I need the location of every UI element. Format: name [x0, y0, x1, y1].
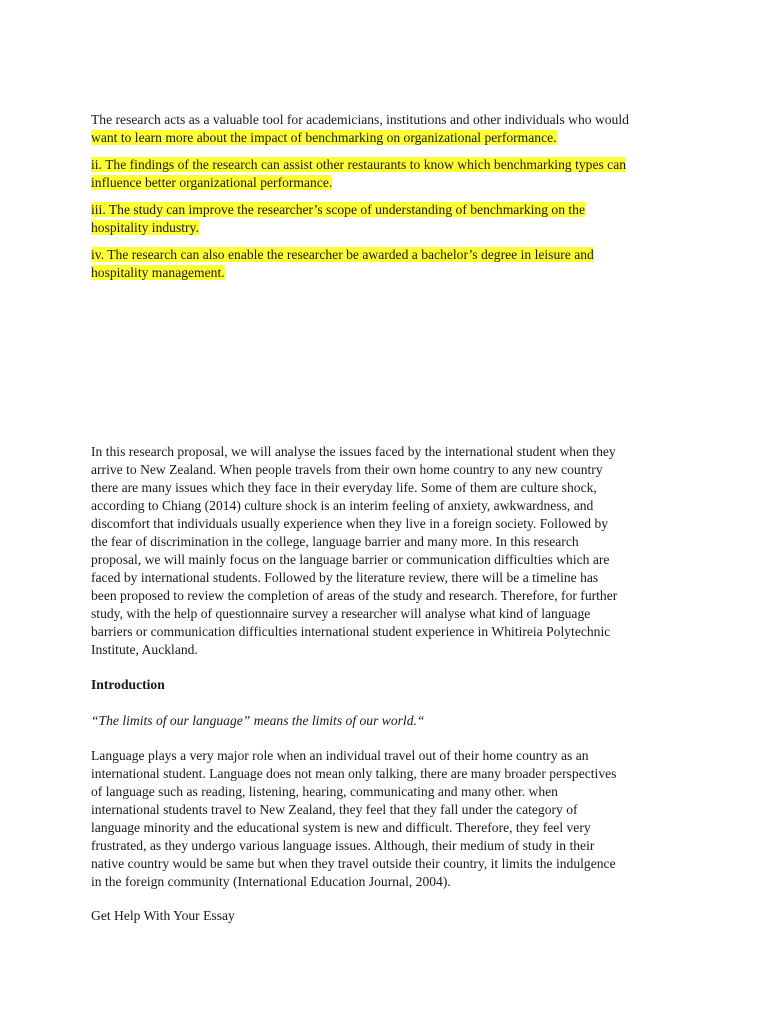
abstract-line: according to Chiang (2014) culture shock is an interim feeling of anxiety, awkwardness, and: [91, 498, 594, 513]
benefits-intro-text: The research acts as a valuable tool for academicians, institutions and other individuals who would: [91, 112, 629, 127]
abstract-paragraph: [91, 443, 681, 659]
abstract-line: been proposed to review the completion of areas of the study and research. Therefore, for further: [91, 588, 618, 603]
abstract-line: proposal, we will mainly focus on the language barrier or communication difficulties which are: [91, 552, 610, 567]
introduction-line: language minority and the educational system is new and difficult. Therefore, they feel very: [91, 820, 591, 835]
benefits-intro-paragraph: [91, 111, 681, 147]
benefit-item-iv-line1: iv. The research can also enable the researcher be awarded a bachelor’s degree in leisure and: [91, 247, 594, 262]
benefit-item-ii-line1: ii. The findings of the research can assist other restaurants to know which benchmarking types can: [91, 157, 627, 172]
introduction-line: frustrated, as they undergo various language issues. Although, their medium of study in their: [91, 838, 595, 853]
benefit-item-iii-line2: hospitality industry.: [91, 220, 199, 235]
introduction-line: native country would be same but when they travel outside their country, it limits the indulgence: [91, 856, 616, 871]
benefit-item-iii-line1: iii. The study can improve the researcher’s scope of understanding of benchmarking on the: [91, 202, 586, 217]
introduction-line: Language plays a very major role when an individual travel out of their home country as an: [91, 748, 589, 763]
abstract-line: discomfort that individuals usually experience when they live in a foreign society. Followed by: [91, 516, 609, 531]
abstract-line: In this research proposal, we will analyse the issues faced by the international student when they: [91, 444, 616, 459]
abstract-line: arrive to New Zealand. When people travels from their own home country to any new country: [91, 462, 603, 477]
introduction-line: international students travel to New Zealand, they feel that they fall under the category of: [91, 802, 578, 817]
introduction-paragraph: [91, 747, 681, 891]
abstract-line: barriers or communication difficulties international student experience in Whitireia Polytechnic: [91, 624, 611, 639]
abstract-line: Institute, Auckland.: [91, 642, 198, 657]
abstract-line: the fear of discrimination in the college, language barrier and many more. In this research: [91, 534, 579, 549]
abstract-line: faced by international students. Followed by the literature review, there will be a timeline has: [91, 570, 599, 585]
introduction-line: of language such as reading, listening, hearing, communicating and many other. when: [91, 784, 558, 799]
benefits-intro-highlight: want to learn more about the impact of benchmarking on organizational performance.: [91, 130, 557, 145]
benefit-item-iv: [91, 246, 681, 282]
benefit-item-iv-line2: hospitality management.: [91, 265, 225, 280]
introduction-quote: “The limits of our language” means the limits of our world.“: [91, 713, 425, 728]
benefit-item-iii: [91, 201, 681, 237]
abstract-line: there are many issues which they face in their everyday life. Some of them are culture shock,: [91, 480, 597, 495]
abstract-line: study, with the help of questionnaire survey a researcher will analyse what kind of language: [91, 606, 591, 621]
introduction-line: in the foreign community (International Education Journal, 2004).: [91, 874, 451, 889]
get-help-link[interactable]: Get Help With Your Essay: [91, 908, 235, 923]
introduction-heading: Introduction: [91, 677, 165, 692]
benefit-item-ii-line2: influence better organizational performance.: [91, 175, 333, 190]
benefit-item-ii: [91, 156, 681, 192]
introduction-line: international student. Language does not mean only talking, there are many broader perspectives: [91, 766, 617, 781]
